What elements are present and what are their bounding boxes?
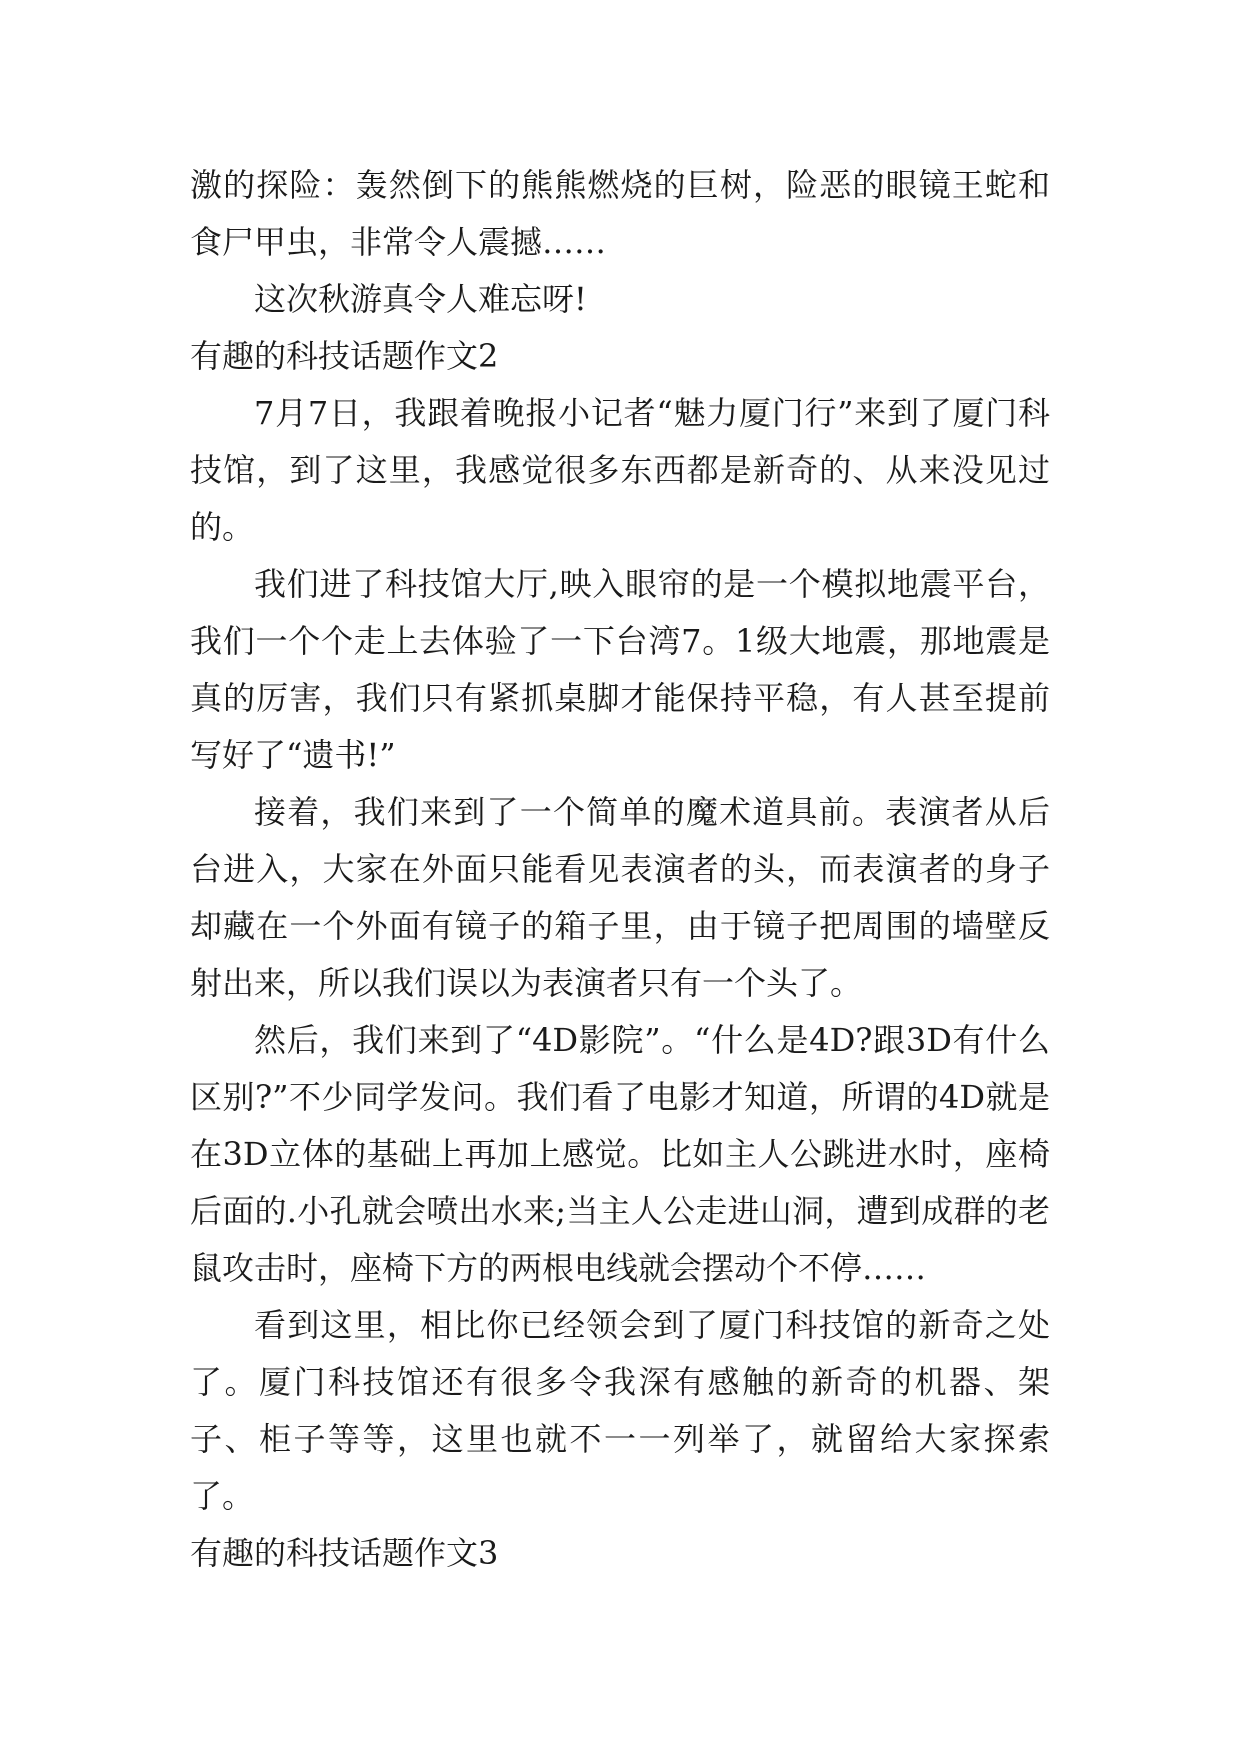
document-body — [190, 157, 1050, 1582]
paragraph-conclusion: 看到这里，相比你已经领会到了厦门科技馆的新奇之处了。厦门科技馆还有很多令我深有感触的新奇的机器、架子、柜子等等，这里也就不一一列举了，就留给大家探索了。 — [190, 1306, 1050, 1515]
paragraph-magic: 接着，我们来到了一个简单的魔术道具前。表演者从后台进入，大家在外面只能看见表演者的头，而表演者的身子却藏在一个外面有镜子的箱子里，由于镜子把周围的墙壁反射出来，所以我们误以为表演者只有一个头了。 — [190, 793, 1050, 1002]
paragraph-4d-cinema: 然后，我们来到了“4D影院”。“什么是4D?跟3D有什么区别?”不少同学发问。我们看了电影才知道，所谓的4D就是在3D立体的基础上再加上感觉。比如主人公跳进水时，座椅后面的.小孔就会喷出水来;当主人公走进山洞，遭到成群的老鼠攻击时，座椅下方的两根电线就会摆动个不停…… — [190, 1021, 1050, 1287]
paragraph-continuation: 激的探险：轰然倒下的熊熊燃烧的巨树，险恶的眼镜王蛇和食尸甲虫，非常令人震撼…… — [190, 166, 1050, 261]
essay-heading-3: 有趣的科技话题作文3 — [190, 1534, 499, 1572]
paragraph-intro: 7月7日，我跟着晚报小记者“魅力厦门行”来到了厦门科技馆，到了这里，我感觉很多东西都是新奇的、从来没见过的。 — [190, 394, 1050, 546]
paragraph-earthquake: 我们进了科技馆大厅,映入眼帘的是一个模拟地震平台，我们一个个走上去体验了一下台湾7。1级大地震，那地震是真的厉害，我们只有紧抓桌脚才能保持平稳，有人甚至提前写好了“遗书!” — [190, 565, 1050, 774]
paragraph-closing: 这次秋游真令人难忘呀! — [254, 280, 587, 318]
essay-heading-2: 有趣的科技话题作文2 — [190, 337, 499, 375]
